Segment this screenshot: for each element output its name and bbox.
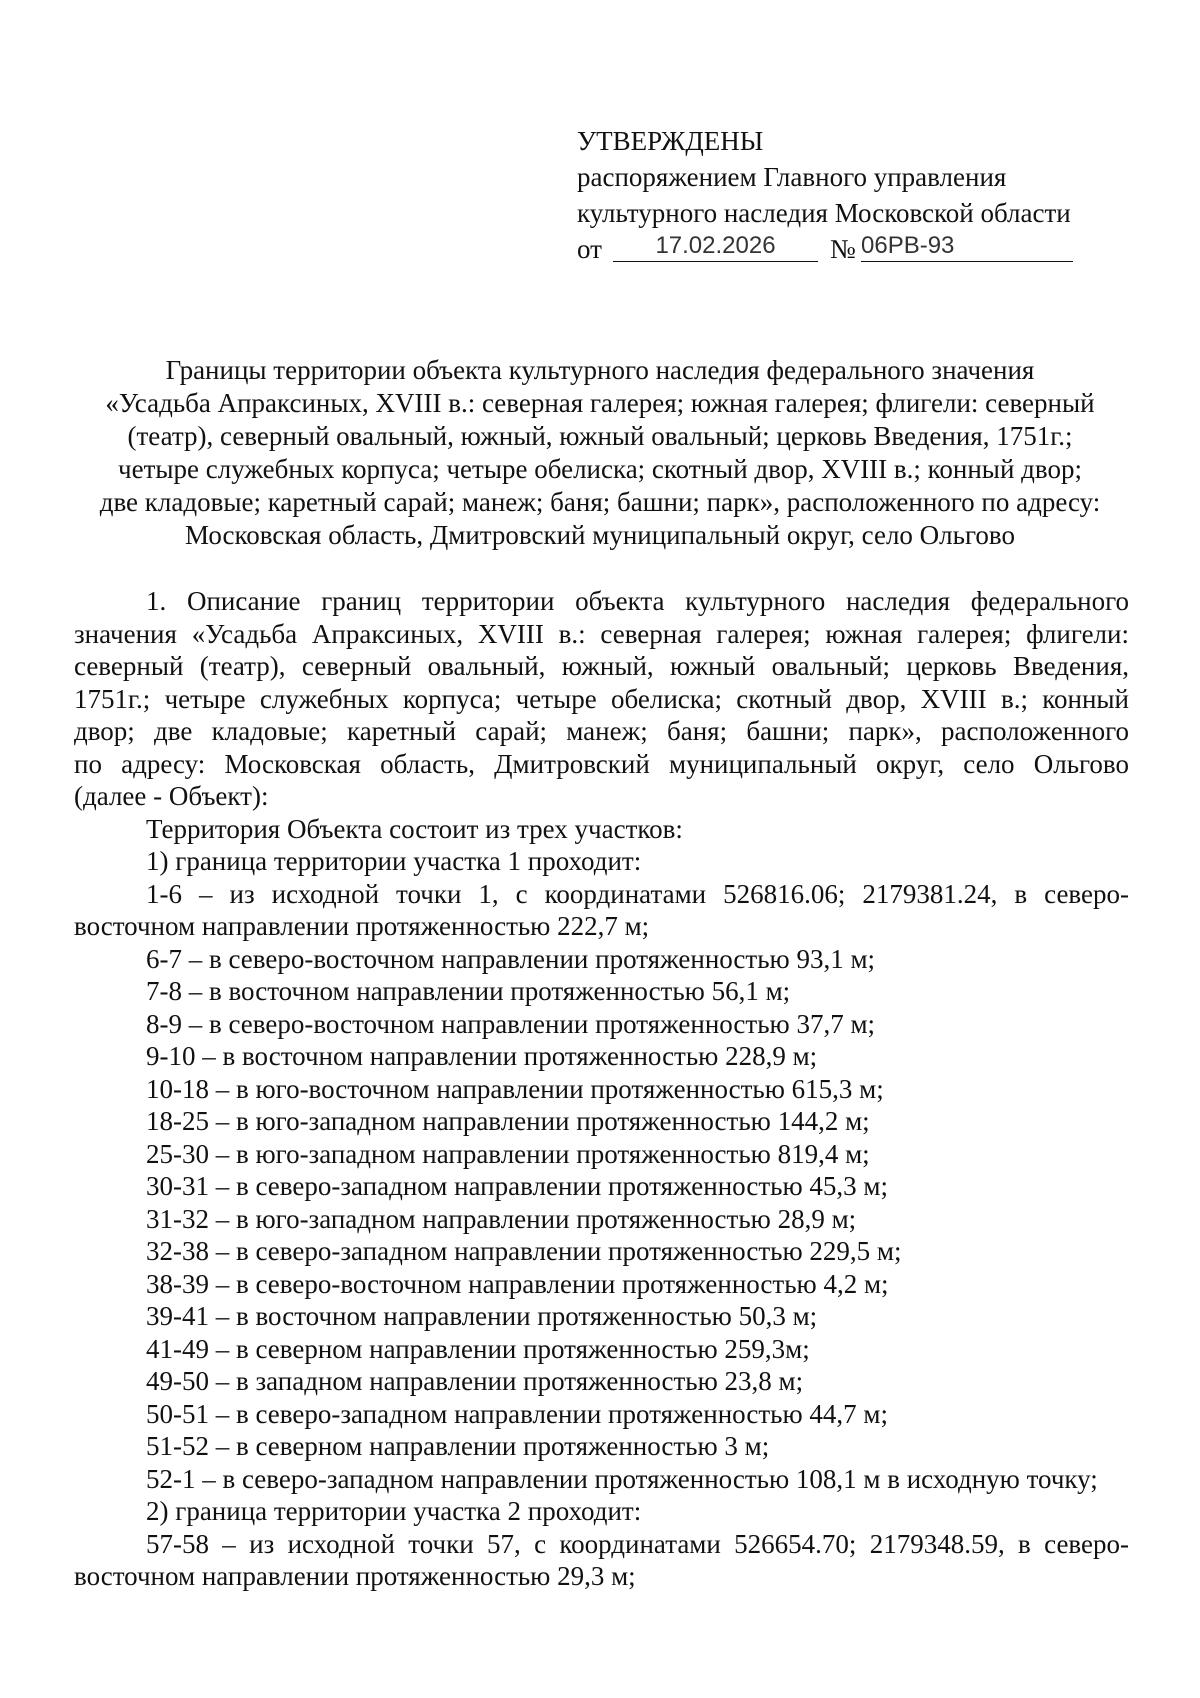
title-line: Московская область, Дмитровский муниципальный округ, село Ольгово	[185, 520, 1015, 550]
title-line: Границы территории объекта культурного наследия федерального значения	[165, 355, 1035, 385]
composition-text: Территория Объекта состоит из трех участков:	[146, 813, 683, 844]
plot-1-segment-list	[74, 943, 1129, 1496]
boundary-segment: 6-7 – в северо-восточном направлении протяженностью 93,1 м;	[146, 943, 876, 974]
plot-2-heading: 2) граница территории участка 2 проходит:	[146, 1496, 642, 1526]
boundary-segment: 50-51 – в северо-западном направлении протяженностью 44,7 м;	[146, 1398, 888, 1429]
plot-1-first-segment: 1-6 – из исходной точки 1, с координатами 526816.06; 2179381.24, в северо-	[146, 878, 1129, 909]
document-title	[70, 354, 1130, 552]
section-1-line: двор; две кладовые; каретный сарай; манеж; баня; башни; парк», расположенного	[74, 716, 1129, 746]
boundary-segment: 8-9 – в северо-восточном направлении протяженностью 37,7 м;	[146, 1008, 876, 1039]
boundary-segment: 38-39 – в северо-восточном направлении протяженностью 4,2 м;	[146, 1268, 889, 1299]
plot-1-first-segment-cont: восточном направлении протяженностью 222,7 м;	[74, 911, 650, 941]
boundary-segment: 52-1 – в северо-западном направлении протяженностью 108,1 м в исходную точку;	[146, 1463, 1098, 1494]
number-label: №	[830, 234, 856, 264]
approval-heading: УТВЕРЖДЕНЫ	[577, 126, 764, 156]
section-1-line: северный (театр), северный овальный, южный, южный овальный; церковь Введения,	[74, 651, 1129, 681]
date-label: от	[577, 234, 602, 264]
section-1-line: значения «Усадьба Апраксиных, XVIII в.: северная галерея; южная галерея; флигели:	[74, 618, 1129, 649]
section-1-line: (далее - Объект):	[74, 781, 269, 811]
boundary-segment: 49-50 – в западном направлении протяженностью 23,8 м;	[146, 1366, 804, 1396]
plot-2-first-segment-cont: восточном направлении протяженностью 29,3 м;	[74, 1561, 636, 1591]
title-line: четыре служебных корпуса; четыре обелиска; скотный двор, XVIII в.; конный двор;	[118, 454, 1082, 484]
title-line: (театр), северный овальный, южный, южный овальный; церковь Введения, 1751г.;	[127, 421, 1073, 451]
approval-line-2: культурного наследия Московской области	[577, 198, 1071, 228]
boundary-segment: 41-49 – в северном направлении протяженностью 259,3м;	[146, 1333, 810, 1364]
document-body	[74, 585, 1129, 1593]
boundary-segment: 32-38 – в северо-западном направлении протяженностью 229,5 м;	[146, 1236, 902, 1266]
section-1-line: 1. Описание границ территории объекта культурного наследия федерального	[146, 586, 1129, 616]
boundary-segment: 18-25 – в юго-западном направлении протяженностью 144,2 м;	[146, 1106, 870, 1136]
boundary-segment: 9-10 – в восточном направлении протяженностью 228,9 м;	[146, 1041, 818, 1071]
section-1-line: 1751г.; четыре служебных корпуса; четыре обелиска; скотный двор, XVIII в.; конный	[74, 683, 1129, 714]
section-1-line: по адресу: Московская область, Дмитровский муниципальный округ, село Ольгово	[74, 748, 1129, 779]
approval-date: 17.02.2026	[613, 231, 818, 262]
boundary-segment: 25-30 – в юго-западном направлении протяженностью 819,4 м;	[146, 1138, 870, 1169]
plot-2-first-segment: 57-58 – из исходной точки 57, с координатами 526654.70; 2179348.59, в северо-	[146, 1528, 1129, 1559]
boundary-segment: 10-18 – в юго-восточном направлении протяженностью 615,3 м;	[146, 1073, 884, 1104]
title-line: «Усадьба Апраксиных, XVIII в.: северная галерея; южная галерея; флигели: северный	[105, 388, 1095, 418]
approval-date-number-line	[577, 231, 1097, 267]
boundary-segment: 7-8 – в восточном направлении протяженностью 56,1 м;	[146, 976, 791, 1006]
approval-block	[577, 123, 1097, 267]
boundary-segment: 31-32 – в юго-западном направлении протяженностью 28,9 м;	[146, 1203, 857, 1234]
boundary-segment: 30-31 – в северо-западном направлении протяженностью 45,3 м;	[146, 1171, 888, 1201]
approval-line-1: распоряжением Главного управления	[577, 162, 1007, 192]
approval-number: 06РВ-93	[861, 231, 1073, 262]
boundary-segment: 51-52 – в северном направлении протяженностью 3 м;	[146, 1431, 770, 1461]
boundary-segment: 39-41 – в восточном направлении протяженностью 50,3 м;	[146, 1301, 818, 1331]
plot-1-heading: 1) граница территории участка 1 проходит:	[146, 846, 642, 876]
title-line: две кладовые; каретный сарай; манеж; баня; башни; парк», расположенного по адресу:	[99, 487, 1101, 517]
